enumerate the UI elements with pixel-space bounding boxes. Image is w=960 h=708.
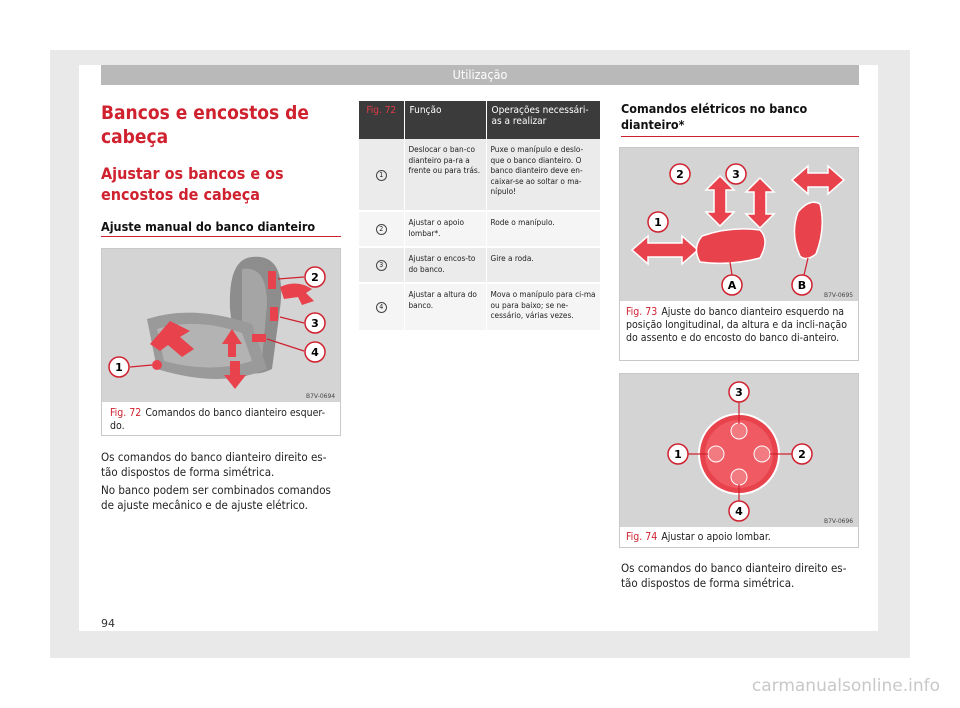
table-cell-num: 1 xyxy=(359,139,404,211)
callout-b: B xyxy=(797,279,807,292)
figure-caption-text: Ajuste do banco dianteiro esquerdo na posição longitudinal, da altura e da incli-nação do assento e do encosto do banco di-anteiro. xyxy=(626,306,847,344)
callout-a: A xyxy=(727,279,737,292)
watermark: carmanualsonline.info xyxy=(751,676,940,696)
callout-1: 1 xyxy=(115,361,123,374)
callout-3: 3 xyxy=(311,317,319,330)
callout-3: 3 xyxy=(732,168,740,181)
table-header-row xyxy=(359,101,601,139)
table-row xyxy=(359,247,601,283)
section-subtitle: Ajustar os bancos e os encostos de cabeça xyxy=(101,164,284,204)
table-header-operation: Operações necessári-as a realizar xyxy=(486,101,601,139)
table-cell-operation: Gire a roda. xyxy=(486,247,601,283)
table-cell-function: Ajustar a altura do banco. xyxy=(404,283,486,331)
figure-caption-text: Ajustar o apoio lombar. xyxy=(661,531,771,543)
section-header-bar xyxy=(101,65,859,85)
callout-1: 1 xyxy=(674,448,682,461)
table-cell-num: 2 xyxy=(359,211,404,247)
callout-2: 2 xyxy=(311,271,319,284)
table-row xyxy=(359,139,601,211)
paragraph-1: Os comandos do banco dianteiro direito es-tão dispostos de forma simétrica. xyxy=(101,450,327,479)
heading-rule-right xyxy=(621,136,859,137)
callout-2: 2 xyxy=(798,448,806,461)
table-cell-function: Deslocar o ban-co dianteiro pa-ra a frente ou para trás. xyxy=(404,139,486,211)
figure-code: B7V-0695 xyxy=(824,292,854,299)
figure-72 xyxy=(101,248,341,436)
table-row xyxy=(359,211,601,247)
callout-1: 1 xyxy=(654,216,662,229)
figure-caption xyxy=(110,407,335,433)
electric-controls-illustration xyxy=(620,148,858,301)
table-cell-function: Ajustar o apoio lombar*. xyxy=(404,211,486,247)
table-header-function: Função xyxy=(404,101,486,139)
figure-number: Fig. 74 xyxy=(626,531,658,543)
electric-controls-heading: Comandos elétricos no banco dianteiro* xyxy=(621,101,808,132)
figure-caption xyxy=(626,306,854,345)
figure-74 xyxy=(619,373,859,548)
controls-table xyxy=(359,101,601,332)
heading-rule xyxy=(101,236,341,237)
figure-code: B7V-0696 xyxy=(824,518,854,525)
section-title: Utilização xyxy=(452,67,508,82)
figure-number: Fig. 73 xyxy=(626,306,658,318)
table-header-fig: Fig. 72 xyxy=(359,101,404,139)
chapter-title: Bancos e encostos de cabeça xyxy=(101,102,309,148)
callout-4: 4 xyxy=(311,346,319,359)
table-cell-num: 4 xyxy=(359,283,404,331)
callout-3: 3 xyxy=(735,386,743,399)
figure-number: Fig. 72 xyxy=(110,407,142,419)
callout-4: 4 xyxy=(735,505,743,518)
page-number: 94 xyxy=(101,617,115,630)
table-cell-num: 3 xyxy=(359,247,404,283)
paragraph-2: No banco podem ser combinados comandos de ajuste mecânico e de ajuste elétrico. xyxy=(101,483,331,512)
figure-caption xyxy=(626,531,854,544)
figure-73 xyxy=(619,147,859,361)
lumbar-control-illustration xyxy=(620,374,858,527)
callout-2: 2 xyxy=(676,168,684,181)
table-cell-operation: Mova o manípulo para ci-ma ou para baixo; se ne-cessário, várias vezes. xyxy=(486,283,601,331)
figure-caption-text: Comandos do banco dianteiro esquer-do. xyxy=(110,407,326,432)
table-row xyxy=(359,283,601,331)
seat-illustration xyxy=(102,249,340,402)
figure-code: B7V-0694 xyxy=(306,393,336,400)
table-cell-operation: Puxe o manípulo e deslo-que o banco dianteiro. O banco dianteiro deve en-caixar-se ao soltar o ma-nípulo! xyxy=(486,139,601,211)
paragraph-right: Os comandos do banco dianteiro direito es-tão dispostos de forma simétrica. xyxy=(621,561,847,590)
table-cell-operation: Rode o manípulo. xyxy=(486,211,601,247)
subsection-heading: Ajuste manual do banco dianteiro xyxy=(101,219,316,234)
table-cell-function: Ajustar o encos-to do banco. xyxy=(404,247,486,283)
